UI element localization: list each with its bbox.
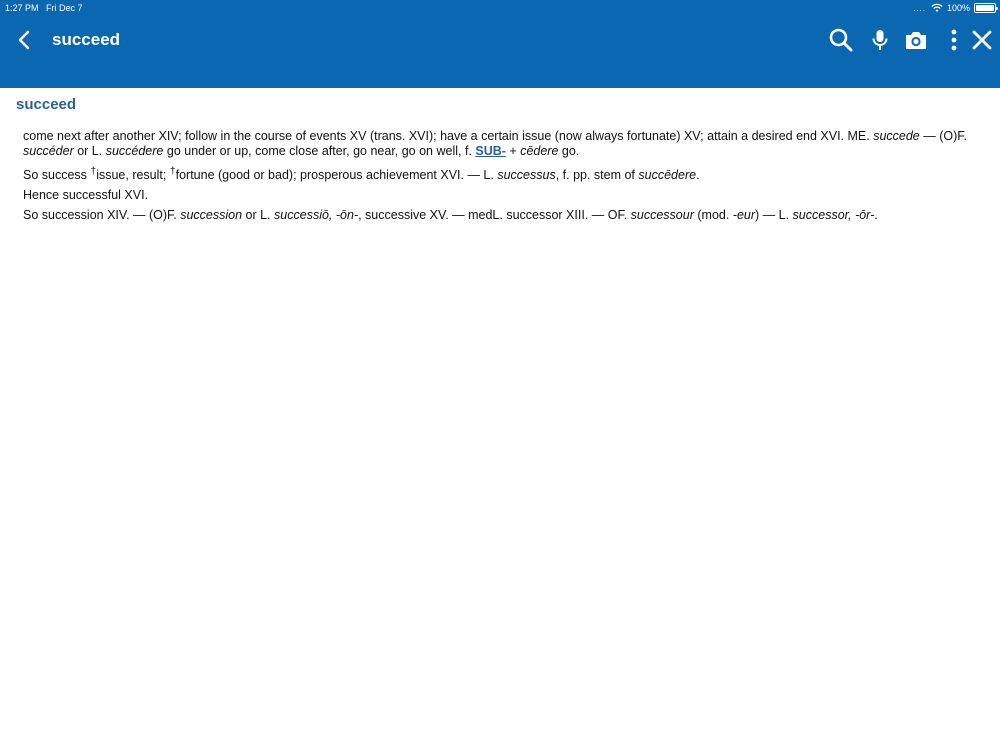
search-icon xyxy=(827,26,855,54)
status-date: Fri Dec 7 xyxy=(46,3,83,13)
status-time: 1:27 PM xyxy=(5,3,39,13)
battery-percent: 100% xyxy=(946,3,970,13)
back-button[interactable] xyxy=(12,27,38,53)
camera-icon xyxy=(902,26,930,54)
wifi-icon xyxy=(931,3,943,13)
search-term[interactable]: succeed xyxy=(52,30,121,49)
app-header xyxy=(0,0,1000,88)
close-icon xyxy=(968,26,996,54)
definition-paragraph-1: come next after another XIV; follow in the course of events XV (trans. XVI); have a certain issue (now always fortunate) XV; attain a desired end XVI. ME. succede — (O)F. succéder or L. succédere go under or up, come close after, go near, go on well, f. SUB- + cēdere go. xyxy=(23,129,967,158)
status-bar xyxy=(0,0,1000,16)
search-button[interactable] xyxy=(827,26,855,54)
definition-paragraph-4: So succession XIV. — (O)F. succession or L. successiō, -ōn-, successive XV. — medL. successor XIII. — OF. successour (mod. -eur) — L. successor, -ōr-. xyxy=(23,208,878,223)
definition-paragraph-2: So success †issue, result; †fortune (good or bad); prosperous achievement XVI. — L. successus, f. pp. stem of succēdere. xyxy=(23,166,700,183)
voice-search-button[interactable] xyxy=(866,26,894,54)
entry-definition xyxy=(23,129,973,228)
close-button[interactable] xyxy=(968,26,996,54)
camera-search-button[interactable] xyxy=(902,26,930,54)
more-vertical-icon xyxy=(940,26,968,54)
microphone-icon xyxy=(866,26,894,54)
signal-icon: .... xyxy=(913,3,926,13)
entry-headword: succeed xyxy=(16,96,77,113)
more-options-button[interactable] xyxy=(940,26,968,54)
definition-paragraph-3: Hence successful XVI. xyxy=(23,188,149,203)
chevron-left-icon xyxy=(12,27,38,53)
status-indicators xyxy=(913,2,996,14)
battery-icon xyxy=(974,3,996,13)
cross-reference-link[interactable]: SUB- xyxy=(475,144,506,158)
